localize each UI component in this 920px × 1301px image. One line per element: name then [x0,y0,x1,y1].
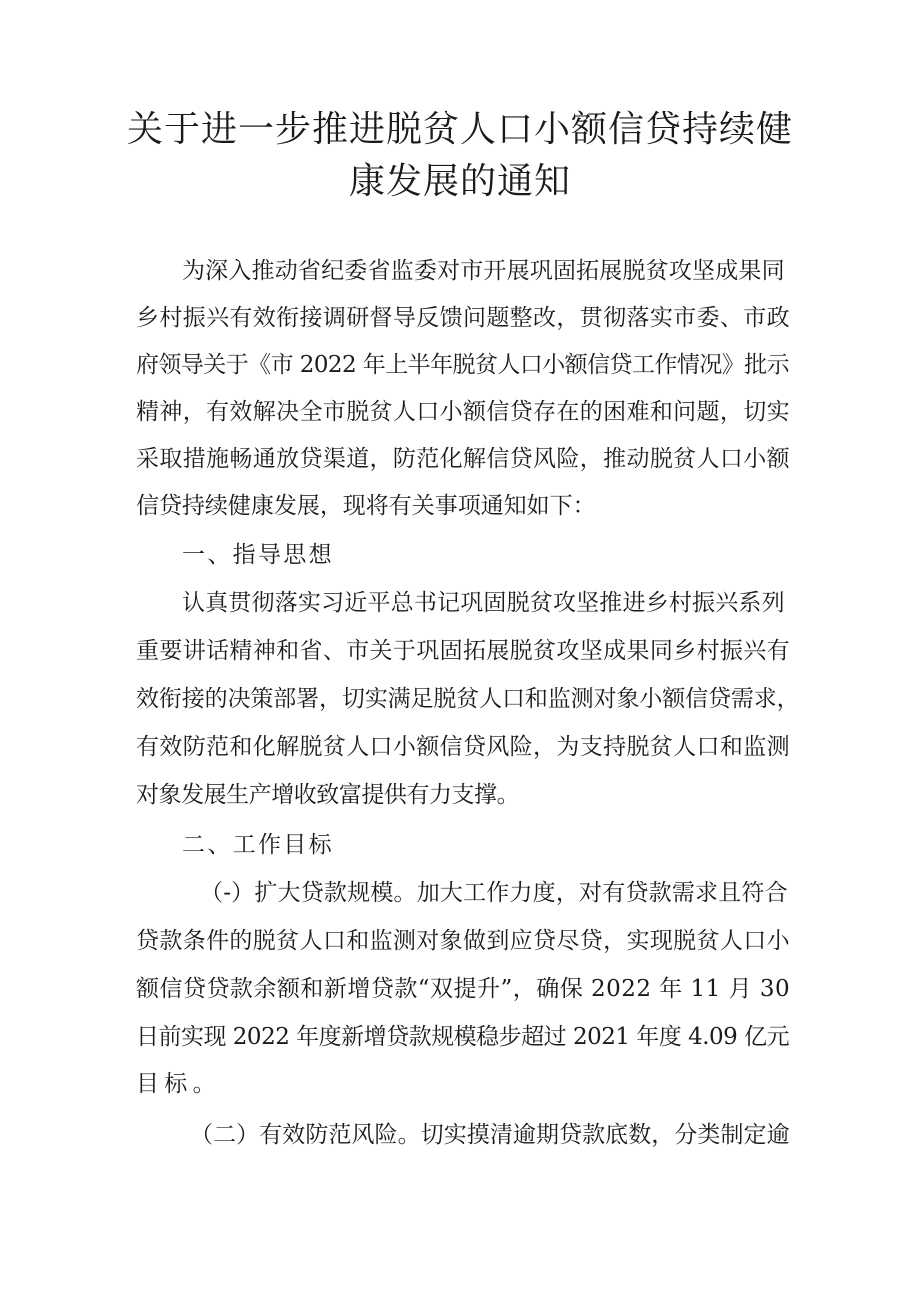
section-heading: 一、指导思想 [182,542,334,568]
body-line: 额信贷贷款余额和新增贷款“双提升”，确保 2022 年 11 月 30 [136,976,791,1002]
body-line: 乡村振兴有效衔接调研督导反馈问题整改，贯彻落实市委、市政 [136,305,790,331]
body-line: 采取措施畅通放贷渠道，防范化解信贷风险，推动脱贫人口小额 [136,446,790,472]
body-line: 对象发展生产增收致富提供有力支撑。 [136,782,520,808]
body-line: 目标。 [136,1071,221,1097]
body-line: 精神，有效解决全市脱贫人口小额信贷存在的困难和问题，切实 [136,399,790,425]
section-heading: 二、工作目标 [182,832,334,858]
body-line: 信贷持续健康发展，现将有关事项通知如下： [136,493,596,519]
body-line: 效衔接的决策部署，切实满足脱贫人口和监测对象小额信贷需求， [136,686,800,712]
body-line: 有效防范和化解脱贫人口小额信贷风险，为支持脱贫人口和监测 [136,734,790,760]
title-line-2: 康发展的通知 [348,161,571,202]
title-line-1: 关于进一步推进脱贫人口小额信贷持续健 [126,109,793,150]
body-line: （-）扩大贷款规模。加大工作力度，对有贷款需求且符合 [200,880,788,906]
body-line: 贷款条件的脱贫人口和监测对象做到应贷尽贷，实现脱贫人口小 [136,928,790,954]
body-line: （二）有效防范风险。切实摸清逾期贷款底数，分类制定逾 [190,1122,790,1148]
document-title [0,104,920,208]
body-line: 重要讲话精神和省、市关于巩固拓展脱贫攻坚成果同乡村振兴有 [136,638,790,664]
body-line: 认真贯彻落实习近平总书记巩固脱贫攻坚推进乡村振兴系列 [182,590,785,616]
body-line: 日前实现 2022 年度新增贷款规模稳步超过 2021 年度 4.09 亿元 [136,1024,790,1050]
body-line: 为深入推动省纪委省监委对市开展巩固拓展脱贫攻坚成果同 [182,258,785,284]
body-line: 府领导关于《市 2022 年上半年脱贫人口小额信贷工作情况》批示 [136,352,790,378]
